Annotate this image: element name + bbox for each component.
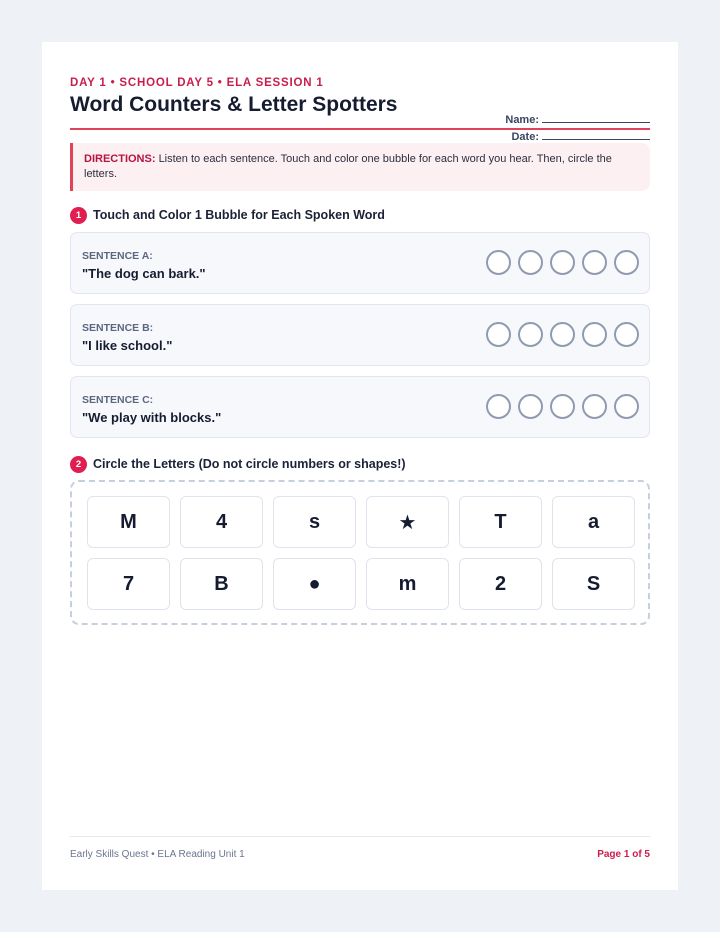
word-bubble[interactable]: [486, 322, 511, 347]
session-eyebrow: DAY 1 • SCHOOL DAY 5 • ELA SESSION 1: [70, 77, 324, 89]
sentence-card-a: [70, 232, 650, 294]
date-line: [542, 131, 650, 140]
page-number: Page 1 of 5: [597, 849, 650, 860]
word-bubble[interactable]: [518, 250, 543, 275]
letter-tile-grid: [87, 496, 633, 610]
worksheet-page: [42, 42, 678, 890]
directions-label: DIRECTIONS:: [84, 153, 156, 165]
worksheet-header: [70, 76, 650, 143]
sentence-label: SENTENCE B:: [82, 322, 154, 334]
sentence-card-c: [70, 376, 650, 438]
section-2-title: Circle the Letters (Do not circle numbers or shapes!): [93, 457, 406, 471]
date-label: Date:: [511, 131, 539, 143]
name-field[interactable]: [505, 114, 650, 126]
sentence-label: SENTENCE C:: [82, 394, 154, 406]
word-bubble[interactable]: [550, 322, 575, 347]
sentence-text: "I like school.": [82, 338, 173, 353]
word-bubble[interactable]: [550, 250, 575, 275]
letter-tile[interactable]: a: [552, 496, 635, 548]
bubble-row: [486, 322, 639, 347]
word-bubble[interactable]: [614, 394, 639, 419]
letter-tile[interactable]: s: [273, 496, 356, 548]
letter-tile[interactable]: M: [87, 496, 170, 548]
section-1-title: Touch and Color 1 Bubble for Each Spoken Word: [93, 208, 385, 222]
sentence-text: "The dog can bark.": [82, 266, 206, 281]
number-tile[interactable]: 7: [87, 558, 170, 610]
word-bubble[interactable]: [486, 394, 511, 419]
word-bubble[interactable]: [518, 394, 543, 419]
name-label: Name:: [505, 114, 539, 126]
name-line: [542, 114, 650, 123]
section-1-number: 1: [70, 207, 87, 224]
sentence-label: SENTENCE A:: [82, 250, 153, 262]
star-shape-tile[interactable]: ★: [366, 496, 449, 548]
sentence-text: "We play with blocks.": [82, 410, 222, 425]
letter-tile[interactable]: T: [459, 496, 542, 548]
word-bubble[interactable]: [614, 250, 639, 275]
date-field[interactable]: [511, 131, 650, 143]
word-bubble[interactable]: [582, 394, 607, 419]
word-bubble[interactable]: [582, 322, 607, 347]
word-bubble[interactable]: [518, 322, 543, 347]
page-footer: [70, 836, 650, 866]
sentence-card-b: [70, 304, 650, 366]
letter-tile[interactable]: B: [180, 558, 263, 610]
directions-box: [70, 143, 650, 191]
directions-text: Listen to each sentence. Touch and color one bubble for each word you hear. Then, circle the letters.: [84, 153, 612, 180]
number-tile[interactable]: 4: [180, 496, 263, 548]
page-title: Word Counters & Letter Spotters: [70, 93, 398, 116]
word-bubble[interactable]: [582, 250, 607, 275]
dot-shape-tile[interactable]: ●: [273, 558, 356, 610]
letter-tile[interactable]: S: [552, 558, 635, 610]
section-2-heading: [70, 456, 406, 473]
letter-tile[interactable]: m: [366, 558, 449, 610]
bubble-row: [486, 394, 639, 419]
section-1-heading: [70, 207, 385, 224]
footer-course: Early Skills Quest • ELA Reading Unit 1: [70, 849, 245, 860]
section-2-number: 2: [70, 456, 87, 473]
word-bubble[interactable]: [614, 322, 639, 347]
bubble-row: [486, 250, 639, 275]
letter-tiles-box: [70, 480, 650, 625]
number-tile[interactable]: 2: [459, 558, 542, 610]
word-bubble[interactable]: [486, 250, 511, 275]
word-bubble[interactable]: [550, 394, 575, 419]
